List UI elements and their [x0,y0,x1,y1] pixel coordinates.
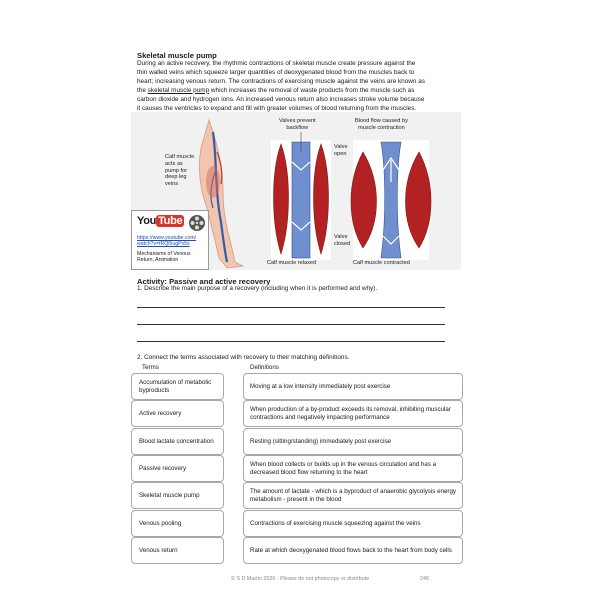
blood-flow-label [355,118,408,132]
film-reel-icon [188,214,206,232]
label-line: open [334,150,347,157]
definition-box[interactable]: The amount of lactate - which is a byproduct of anaerobic glycolysis energy metabolism - present in the blood [243,482,463,509]
intro-text: which increases the removal of waste products from the muscle such as [209,86,415,94]
contracted-caption: Calf muscle contracted [353,260,410,266]
label-line: muscle contraction [358,124,405,131]
label-line: closed [334,240,351,247]
label-line: Calf muscle [165,154,195,160]
label-line: pump for [165,167,188,174]
intro-line: During an active recovery, the rhythmic contractions of skeletal muscle create pressure against the [137,60,416,67]
answer-line[interactable] [137,307,445,308]
url-line: watch?v=fRQi5ugPv5s [137,241,190,248]
terms-header: Terms [142,364,159,371]
definitions-header: Definitions [250,364,279,371]
label-line: veins [165,181,179,188]
term-box[interactable]: Accumulation of metabolic byproducts [131,373,224,400]
video-caption [137,251,191,264]
valves-prevent-label [279,118,316,132]
intro-line-with-term [137,87,467,96]
term-box[interactable]: Venous pooling [131,510,224,537]
label-line: deep leg [165,174,187,181]
caption-line: Mechanisms of Venous [137,251,191,257]
label-line: Blood flow caused by [355,118,408,124]
intro-text: the [137,86,148,94]
label-line: acts as [165,160,183,167]
activity-title: Activity: Passive and active recovery [137,277,271,286]
intro-line: it causes the ventricles to expand and fill with greater volumes of blood returning from the muscles. [137,104,417,112]
relaxed-caption: Calf muscle relaxed [267,260,317,266]
term-box[interactable]: Active recovery [131,400,224,427]
term-box[interactable]: Skeletal muscle pump [131,482,224,509]
label-line: backflow [286,124,309,131]
label-line: Valves prevent [279,118,316,124]
valve-closed-label [334,234,350,248]
label-line: Valve [334,144,348,150]
definition-box[interactable]: Rate at which deoxygenated blood flows back to the heart from body cells [243,537,463,564]
definition-box[interactable]: Moving at a low intensity immediately post exercise [243,373,463,400]
url-line: https://www.youtube.com/ [137,235,197,241]
term-box[interactable]: Venous return [131,537,224,564]
calf-muscle-label [165,154,194,188]
answer-line[interactable] [137,324,445,325]
definition-box[interactable]: When production of a by-product exceeds its removal, inhibiting muscular contractions and negatively impacting performance [243,400,463,427]
term-box[interactable]: Passive recovery [131,455,224,482]
question-2: 2. Connect the terms associated with recovery to their matching definitions. [137,354,350,361]
answer-line[interactable] [137,341,445,342]
intro-paragraph [137,60,467,113]
section-title: Skeletal muscle pump [137,51,217,60]
label-line: Valve [334,234,348,240]
question-1: 1. Describe the main purpose of a recovery (including when it is performed and why). [137,285,378,292]
page-number: 246 [420,576,429,582]
logo-text: Tube [158,215,183,227]
copyright-footer: © S D Martin 2026 - Please do not photocopy or distribute [230,576,370,582]
youtube-video-link[interactable] [131,210,209,270]
key-term-underlined: skeletal muscle pump [147,86,210,94]
intro-line: thin walled veins which squeeze larger quantities of deoxygenated blood from the muscles back to [137,68,415,76]
video-url[interactable] [137,235,196,248]
definition-box[interactable]: Contractions of exercising muscle squeezing against the veins [243,510,463,537]
youtube-logo [137,215,184,227]
caption-line: Return, Animation [137,257,179,264]
definition-box[interactable]: Resting (sitting/standing) immediately post exercise [243,428,463,455]
logo-text: You [137,215,157,227]
term-box[interactable]: Blood lactate concentration [131,428,224,455]
definition-box[interactable]: When blood collects or builds up in the venous circulation and has a decreased blood flow returning to the heart [243,455,463,482]
valve-open-label [334,144,348,158]
intro-line: carbon dioxide and hydrogen ions. An increased venous return also increases stroke volume because [137,95,425,103]
intro-line: heart; increasing venous return. The contractions of exercising muscle against the veins are known as [137,77,425,85]
